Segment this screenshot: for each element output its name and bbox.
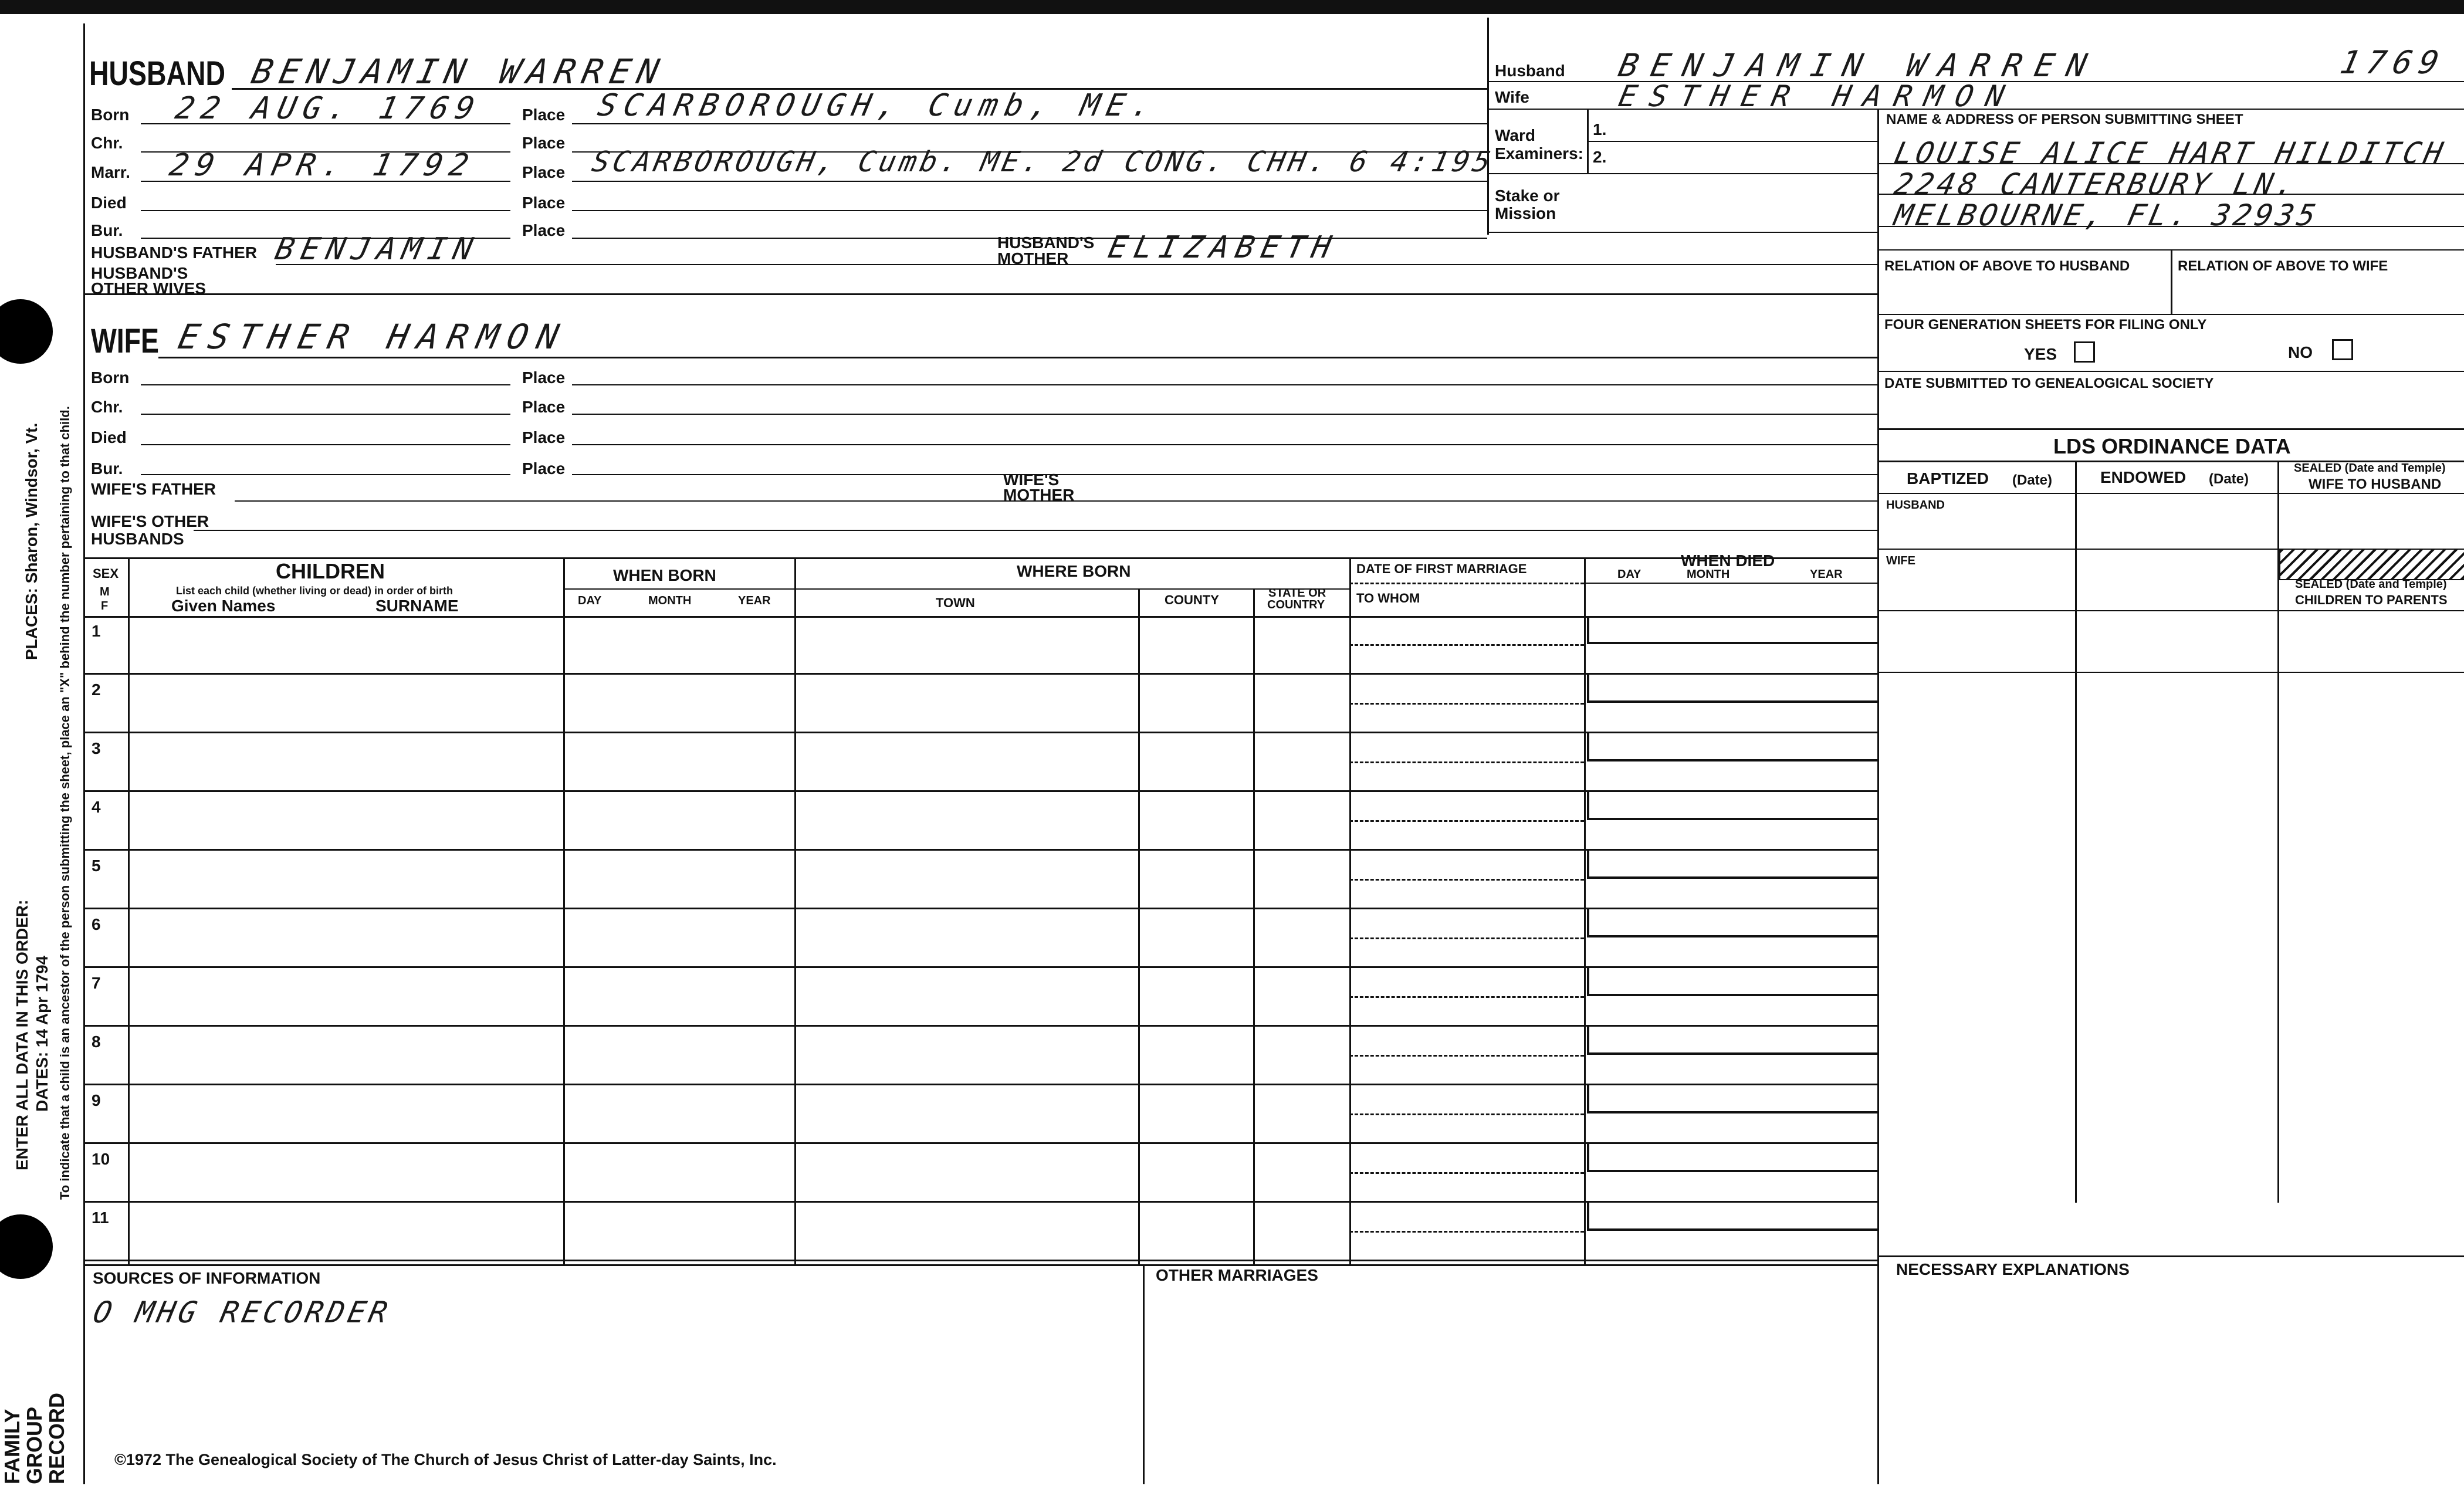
wife-parents-line [235, 500, 1877, 502]
husband-died-label: Died [91, 194, 127, 212]
wife-mother-label-2: MOTHER [1003, 486, 1075, 504]
col-first-marriage: DATE OF FIRST MARRIAGE [1356, 561, 1527, 576]
col-to-whom: TO WHOM [1356, 591, 1420, 605]
wife-died-line [141, 444, 510, 445]
when-died-field[interactable] [1587, 968, 1877, 996]
when-died-field[interactable] [1587, 1203, 1877, 1231]
husband-born-line [141, 123, 510, 124]
husband-born-place-line [572, 123, 1487, 124]
wife-name-line [158, 357, 1877, 358]
submitter-underline-3 [1877, 226, 2464, 227]
lds-title: LDS ORDINANCE DATA [2053, 434, 2291, 458]
col-died-year: YEAR [1810, 568, 1843, 581]
child-row[interactable] [83, 1027, 1877, 1085]
no-label: NO [2288, 343, 2313, 361]
child-row[interactable] [83, 1144, 1877, 1203]
col-where-born: WHERE BORN [1017, 562, 1131, 580]
when-died-field[interactable] [1587, 1144, 1877, 1172]
lds-header-bottom [1877, 493, 2464, 494]
side-indicate: To indicate that a child is an ancestor of the person submitting the sheet, place an "X" behind the number pertaining to that child. [57, 406, 72, 1200]
col-surname: SURNAME [375, 597, 459, 615]
row-number: 2 [92, 681, 101, 699]
wife-other-husbands-label-1: WIFE'S OTHER [91, 512, 209, 530]
lds-endowed: ENDOWED [2100, 468, 2187, 486]
child-row[interactable] [83, 675, 1877, 733]
submitter-line-1[interactable]: LOUISE ALICE HART HILDITCH [1891, 136, 2449, 170]
wife-died-place-label: Place [522, 428, 566, 446]
col-when-born: WHEN BORN [613, 566, 716, 584]
child-row[interactable] [83, 1203, 1877, 1261]
lds-husband-row: HUSBAND [1886, 499, 1945, 512]
hdr-wife-value[interactable]: ESTHER HARMON [1615, 79, 2020, 113]
wife-died-label: Died [91, 428, 127, 446]
no-checkbox[interactable] [2332, 339, 2353, 360]
hdr-year[interactable]: 1769 [2337, 44, 2449, 81]
header-right-divider [1487, 18, 1489, 235]
lds-wife-row-bottom [1877, 610, 2464, 611]
col-died-month: MONTH [1687, 568, 1730, 581]
examiner-1-line [1587, 141, 1877, 142]
husband-died-place-line [572, 210, 1487, 211]
husband-section-bottom [83, 293, 1877, 295]
four-gen-label: FOUR GENERATION SHEETS FOR FILING ONLY [1884, 317, 2207, 333]
husband-father-value[interactable]: BENJAMIN [272, 232, 483, 267]
row-number: 3 [92, 739, 101, 757]
husband-marr-label: Marr. [91, 163, 130, 181]
to-whom-dash [1349, 1172, 1584, 1174]
submitter-label: NAME & ADDRESS OF PERSON SUBMITTING SHEET [1886, 111, 2243, 127]
submitter-underline-1 [1877, 163, 2464, 164]
to-whom-dash [1349, 1231, 1584, 1233]
child-row[interactable] [83, 733, 1877, 792]
examiner-1: 1. [1593, 120, 1607, 138]
husband-marr-place-label: Place [522, 163, 566, 181]
side-enter-all: ENTER ALL DATA IN THIS ORDER: [13, 899, 31, 1170]
submitter-underline-2 [1877, 194, 2464, 195]
ward-label: Ward [1495, 126, 1535, 144]
husband-died-line [141, 210, 510, 211]
relation-wife-label: RELATION OF ABOVE TO WIFE [2178, 258, 2388, 274]
lds-sealed-children-2: CHILDREN TO PARENTS [2295, 593, 2448, 607]
wife-other-husbands-label-2: HUSBANDS [91, 530, 184, 548]
when-died-field[interactable] [1587, 1085, 1877, 1113]
child-row[interactable] [83, 1085, 1877, 1144]
lds-bottom [1877, 1255, 2464, 1257]
col-sex-m: M [100, 585, 110, 598]
other-marriages-label: OTHER MARRIAGES [1156, 1266, 1318, 1284]
row-number: 1 [92, 622, 101, 640]
relation-husband-label: RELATION OF ABOVE TO HUSBAND [1884, 258, 2130, 274]
sources-value[interactable]: O MHG RECORDER [90, 1295, 394, 1329]
hdr-husband-label: Husband [1495, 62, 1565, 80]
child-row[interactable] [83, 968, 1877, 1027]
child-row[interactable] [83, 792, 1877, 851]
husband-other-wives-label-2: OTHER WIVES [91, 279, 207, 297]
husband-marr-line [141, 181, 510, 182]
date-submitted-bottom [1877, 428, 2464, 430]
row-number: 8 [92, 1033, 101, 1051]
to-whom-dash [1349, 1113, 1584, 1115]
col-sex-f: F [101, 600, 109, 612]
lds-sealed-wife-2: WIFE TO HUSBAND [2309, 476, 2442, 492]
wife-bur-line [141, 474, 510, 475]
lds-sealed-children-1: SEALED (Date and Temple) [2295, 578, 2447, 591]
husband-bur-place-label: Place [522, 221, 566, 239]
husband-chr-place-label: Place [522, 134, 566, 152]
wife-born-line [141, 384, 510, 385]
sources-label: SOURCES OF INFORMATION [93, 1269, 321, 1287]
to-whom-dash [1349, 1055, 1584, 1057]
when-died-field[interactable] [1587, 733, 1877, 761]
col-state-1: STATE OR [1268, 587, 1326, 600]
wife-name[interactable]: ESTHER HARMON [174, 317, 572, 357]
yes-label: YES [2024, 345, 2057, 363]
row-number: 5 [92, 857, 101, 875]
submitter-line-3[interactable]: MELBOURNE, FL. 32935 [1891, 198, 2323, 232]
hdr-husband-value[interactable]: BENJAMIN WARREN [1615, 47, 2103, 84]
wife-bur-place-label: Place [522, 459, 566, 478]
footer-divider [1143, 1264, 1145, 1484]
when-born-divider [563, 588, 794, 590]
to-whom-dash [1349, 996, 1584, 998]
to-whom-dash [1349, 937, 1584, 939]
punch-hole-top [0, 299, 53, 364]
to-whom-dash [1349, 761, 1584, 763]
row-number: 11 [92, 1209, 109, 1227]
when-died-field[interactable] [1587, 851, 1877, 879]
yes-checkbox[interactable] [2074, 341, 2095, 363]
lds-wife-row: WIFE [1886, 554, 1915, 567]
relation-divider [2171, 249, 2172, 314]
col-children-note: List each child (whether living or dead) in order of birth [176, 585, 453, 597]
wife-bur-label: Bur. [91, 459, 123, 478]
wife-father-label: WIFE'S FATHER [91, 480, 216, 498]
stake-label-1: Stake or [1495, 187, 1560, 205]
examiners-label: Examiners: [1495, 144, 1583, 163]
when-died-field[interactable] [1587, 792, 1877, 820]
stake-label-2: Mission [1495, 204, 1556, 222]
side-record: RECORD [45, 1392, 69, 1484]
col-born-month: MONTH [648, 594, 692, 607]
wife-born-place-line [572, 384, 1877, 385]
hdr-wife-line [1487, 109, 2464, 110]
copyright: ©1972 The Genealogical Society of The Church of Jesus Christ of Latter-day Saints, Inc. [114, 1451, 777, 1468]
to-whom-dash [1349, 703, 1584, 705]
lds-baptized: BAPTIZED [1907, 469, 1989, 488]
lds-hatched-box [2279, 549, 2464, 580]
wife-born-place-label: Place [522, 368, 566, 387]
where-born-divider [794, 588, 1349, 590]
side-group: GROUP [22, 1406, 46, 1484]
examiner-2: 2. [1593, 148, 1607, 166]
necessary-explanations-label: NECESSARY EXPLANATIONS [1896, 1260, 2130, 1278]
date-submitted-label: DATE SUBMITTED TO GENEALOGICAL SOCIETY [1884, 375, 2214, 391]
row-number: 4 [92, 798, 101, 816]
side-dates: DATES: 14 Apr 1794 [33, 955, 51, 1112]
wife-died-place-line [572, 444, 1877, 445]
husband-heading: HUSBAND [89, 55, 225, 93]
col-children: CHILDREN [276, 559, 385, 583]
col-when-died: WHEN DIED [1681, 551, 1775, 570]
relation-bottom [1877, 314, 2464, 315]
when-died-field[interactable] [1587, 909, 1877, 937]
when-died-field[interactable] [1587, 1027, 1877, 1055]
row-number: 10 [92, 1150, 110, 1168]
to-whom-dash [1349, 820, 1584, 822]
husband-born-label: Born [91, 106, 130, 124]
husband-mother-label-1: HUSBAND'S [997, 233, 1095, 252]
wife-chr-place-label: Place [522, 398, 566, 416]
when-died-field[interactable] [1587, 616, 1877, 644]
husband-parents-line [276, 264, 1877, 265]
husband-born-place-label: Place [522, 106, 566, 124]
examiner-2-line [1487, 173, 1877, 174]
husband-died-place-label: Place [522, 194, 566, 212]
to-whom-dash [1349, 644, 1584, 646]
husband-marr-place-line [572, 181, 1487, 182]
col-county: COUNTY [1165, 593, 1219, 607]
col-died-day: DAY [1617, 568, 1641, 581]
wife-chr-line [141, 414, 510, 415]
wife-bur-place-line [572, 474, 1877, 475]
husband-father-label: HUSBAND'S FATHER [91, 243, 258, 262]
wife-chr-place-line [572, 414, 1877, 415]
husband-marr-place[interactable]: SCARBOROUGH, Cumb. ME. 2d CONG. CHH. 6 4:195 [589, 145, 1497, 178]
submitter-line-2[interactable]: 2248 CANTERBURY LN. [1891, 167, 2301, 201]
when-died-field[interactable] [1587, 675, 1877, 703]
child-row[interactable] [83, 851, 1877, 909]
husband-mother-label-2: MOTHER [997, 249, 1069, 268]
wife-chr-label: Chr. [91, 398, 123, 416]
col-born-year: YEAR [738, 594, 771, 607]
wife-other-husbands-line [194, 530, 1877, 531]
to-whom-dash [1349, 879, 1584, 881]
wife-heading: WIFE [91, 322, 159, 360]
first-marriage-dash [1349, 583, 1584, 584]
child-row[interactable] [83, 616, 1877, 675]
lds-row-line-1 [1877, 672, 2464, 673]
side-family: FAMILY [0, 1409, 24, 1484]
child-row[interactable] [83, 909, 1877, 968]
hdr-wife-label: Wife [1495, 88, 1529, 106]
husband-born-value[interactable]: 22 AUG. 1769 [172, 91, 485, 126]
when-died-divider [1584, 583, 1877, 584]
wife-mother-label-1: WIFE'S [1003, 471, 1060, 489]
husband-born-place[interactable]: SCARBOROUGH, Cumb, ME. [594, 88, 1162, 123]
row-number: 7 [92, 974, 101, 992]
col-born-day: DAY [578, 594, 602, 607]
lds-endowed-date: (Date) [2209, 471, 2249, 487]
lds-baptized-date: (Date) [2012, 472, 2053, 488]
four-gen-bottom [1877, 371, 2464, 372]
husband-other-wives-label-1: HUSBAND'S [91, 264, 188, 282]
stake-line [1487, 232, 1877, 233]
row-number: 9 [92, 1091, 101, 1109]
lds-col-1 [2075, 461, 2077, 1203]
wife-born-label: Born [91, 368, 130, 387]
col-state-2: COUNTRY [1267, 598, 1325, 611]
husband-marr-value[interactable]: 29 APR. 1792 [166, 148, 479, 183]
husband-mother-value[interactable]: ELIZABETH [1105, 230, 1342, 265]
husband-chr-label: Chr. [91, 134, 123, 152]
husband-bur-label: Bur. [91, 221, 123, 239]
col-town: TOWN [936, 595, 975, 610]
footer-top [83, 1264, 1877, 1266]
punch-hole-bottom [0, 1214, 53, 1279]
col-sex: SEX [93, 566, 119, 581]
side-places: PLACES: Sharon, Windsor, Vt. [22, 422, 40, 660]
col-given-names: Given Names [171, 597, 276, 615]
lds-sealed-wife-1: SEALED (Date and Temple) [2294, 462, 2446, 475]
row-number: 6 [92, 915, 101, 933]
top-border [0, 0, 2464, 14]
husband-name[interactable]: BENJAMIN WARREN [248, 52, 670, 92]
